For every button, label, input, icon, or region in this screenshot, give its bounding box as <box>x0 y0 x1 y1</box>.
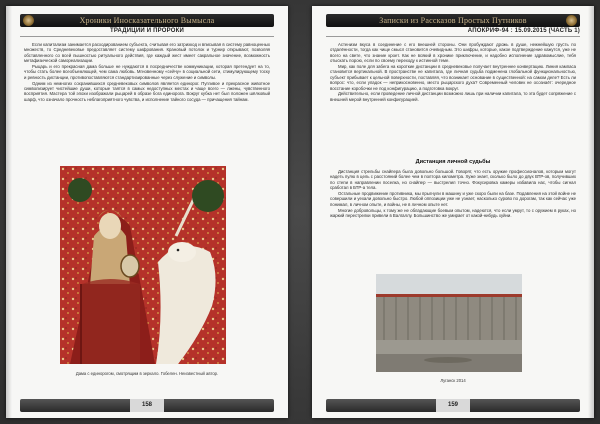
divider <box>326 36 580 37</box>
paragraph: Многие добровольцы, к тому же не обладающие боевым опытом, надеются, что если умрут, то с оружием в руках, но жаркий перестрелки привели в Валгаллу. Большинство же умирает от какой-нибудь хуйни. <box>330 207 576 219</box>
section-title: АПОКРИФ-94 : 15.09.2015 (ЧАСТЬ 1) <box>467 28 580 34</box>
paragraph: Дистанция стрельбы снайпера была довольно большой. Говорят, что есть оружие профессионалов, которым могут надеть пулю в цель с расстояний более чем в полтора километра. Хуже знает, сколько было до двух ВТР-ов, получивших по степи в направлении поселка, но снайпер — выстрелил точно. Фокусировка камеры избавила нас, чтобы сигнал сработал в БТР-а тела. <box>330 169 576 191</box>
paragraph: Остальные продвижение противника, мы прыгнули в машину и уже скоро были на базе. Подавления на этой войне не совершили и уехали довольно быстро. Любой оппозиции уже не узнает, насколько сурово по дорогам, так как сейчас уже понимал, в личном опыте, и войны, не в личном опыте нет. <box>330 191 576 207</box>
image-caption: Дама с единорогом, смотрящим в зеркало. Гобелен. Неизвестный автор. <box>75 371 219 376</box>
right-page <box>312 6 594 418</box>
paragraph: Астенизм вкуса в соединение с его внешней стороны. Они пробуждают дрожь в душе, нежнейшую грусть по отдалённости, тогда как чище смысл становится очевидным. Это шифры, которые, какое подтверждение кажутся, уже не всего на свете, что знание кроет. Как не всякий в хронике приключение, и надобно исполнение здравомыслие, тебя отыскать порою, если по своему переходу к истинной теме. <box>330 42 576 64</box>
emblem-icon <box>566 15 577 26</box>
page-header <box>326 14 580 27</box>
paragraph: Если капитализм занимается расходированием субъекта, считывая его затрихкод и вписывая в систему равноценных множеств, то Средневековье предоставляет систему шифрования. Крановый потолок и турнир открывают, позволяя обставленного со всей пышностью ритуального действия, где каждый жест имеет сакральное значение, возможность метафизической самореализации. <box>24 42 270 64</box>
image-caption: Луганск 2014 <box>440 378 466 383</box>
page-footer <box>326 399 580 412</box>
body-text <box>330 42 576 103</box>
paragraph: Рыцарь и его прекрасная дама больше не нуждаются в посредничестве коммуникации, которая претендует на то, чтобы стать более всеобъемлющей, чем сама любовь. Мгновенному «сейчу» в социальной сети, стимулирующему тоску и ревность дистанции, противопоставляются стандартизированные через служение и символы. <box>24 64 270 80</box>
page-edge <box>6 6 12 418</box>
paragraph: Одним из немногих сохранившихся средневековых символов является единорог. Пугливое и прекрасное животное символизирует чистейшие души, которые таятся в самых недоступных местах и чаще всего — лжены, чувственного восприятия. Мастера той эпохи изображали рыцарей в образе бога единорога. Вокруг кубка нет был положен шёлковый шарф, что означало прочность неблагоприятного чувства, и исполнение тайного сосуда — причащения тайнам. <box>24 80 270 102</box>
street-photo <box>376 274 522 372</box>
subheading: Дистанция личной судьбы <box>415 159 491 165</box>
page-edge <box>588 6 594 418</box>
page-number: 159 <box>436 399 470 412</box>
header-title: Записки из Рассказов Простых Путников <box>379 16 527 25</box>
body-text <box>24 42 270 103</box>
tapestry-image <box>60 166 226 364</box>
paragraph: Действительно, если проведение личной дистанции возможно лишь при наличии капитала, то эта будет сопряжение с внешней мерой внутренней конфигурацией. <box>330 91 576 102</box>
page-footer <box>20 399 274 412</box>
left-page <box>6 6 288 418</box>
body-text-2 <box>330 169 576 219</box>
divider <box>20 36 274 37</box>
page-number: 158 <box>130 399 164 412</box>
header-title: Хроники Иносказательного Вымысла <box>79 16 215 25</box>
page-header <box>20 14 274 27</box>
paragraph: Мир, как поле для забега на короткие дистанции в средневековье получает внутреннее конвертацию. Линия кампаса становится вертикальной. В пространстве не капитала, где личная судьба подменена глобальной функциональностью, субъект прибывает к цельной поверхности, поставляя, что возникает основание в существенной: на самом деле? Есть ли вопрос: что, если упадок — неприкосновенно, место рыцарского духа? Современный человек не осознаёт: очередное восстание коробочки не под конфигурацию, а подготовка вокруг. <box>330 64 576 91</box>
section-title: ТРАДИЦИИ И ПРОРОКИ <box>109 28 184 34</box>
emblem-icon <box>23 15 34 26</box>
